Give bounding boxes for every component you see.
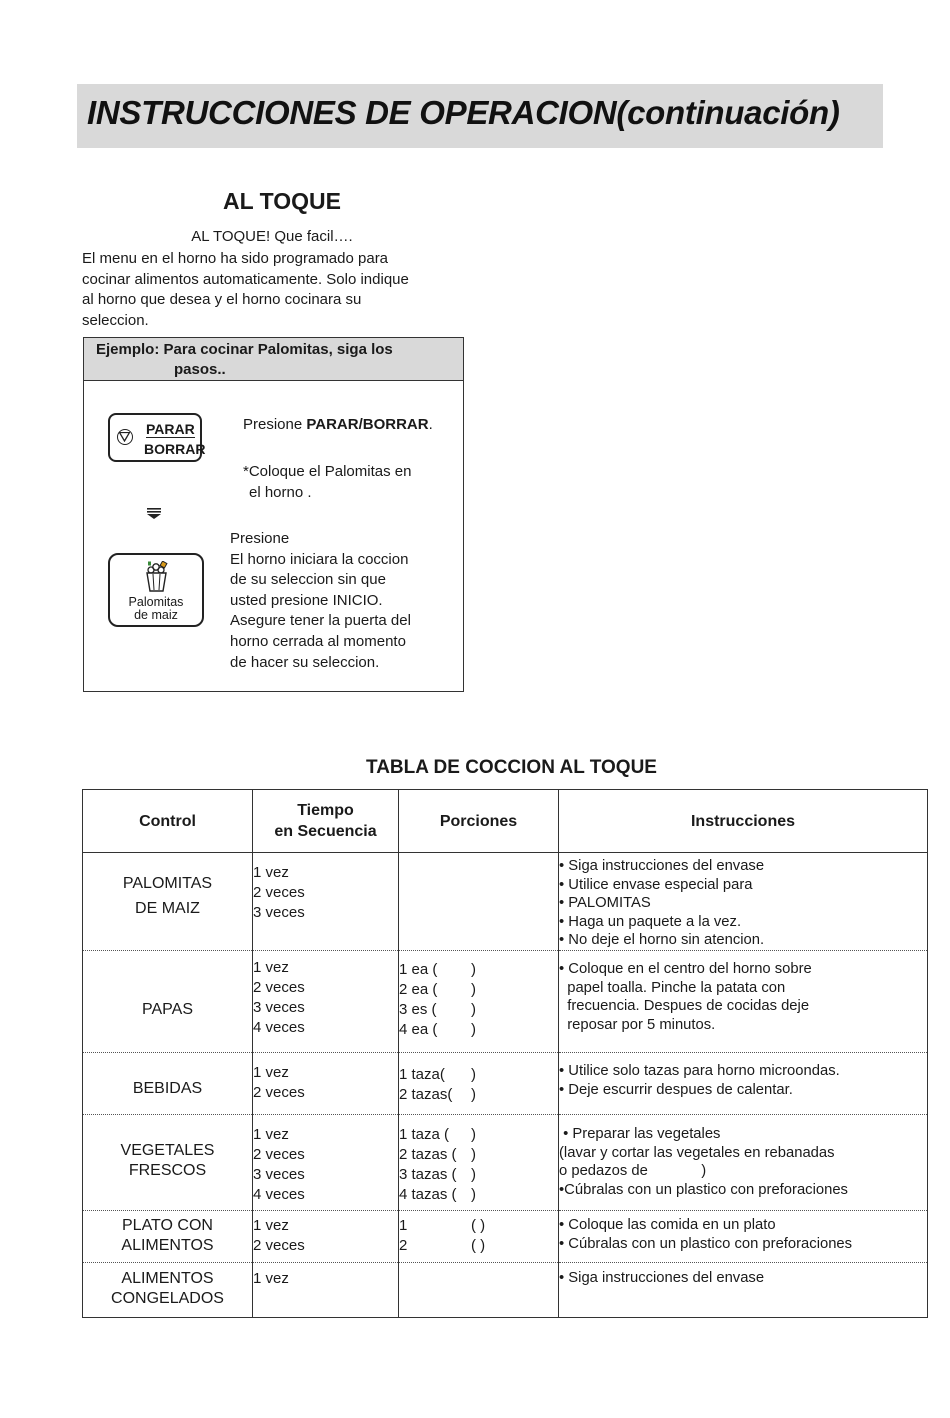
instruction-line: • Utilice solo tazas para horno microondas. — [559, 1063, 840, 1079]
instruction-line: (lavar y cortar las vegetales en rebanadas — [559, 1144, 835, 1161]
portions-cell — [399, 1263, 559, 1318]
portion-close: ) — [471, 1066, 476, 1083]
portion-entry — [399, 1236, 558, 1256]
sequence-cell — [253, 853, 399, 951]
stop-clear-icon — [117, 429, 133, 445]
intro-line: al horno que desea y el horno cocinara su — [82, 291, 362, 308]
intro-line: cocinar alimentos automaticamente. Solo indique — [82, 270, 409, 288]
portions-cell — [399, 1053, 559, 1115]
sequence-cell — [253, 1263, 399, 1318]
step1-suffix: . — [428, 416, 433, 433]
instruction-line: • Coloque en el centro del horno sobre — [559, 961, 812, 977]
portion-entry — [399, 1020, 558, 1040]
sequence-value: 1 vez — [253, 1064, 289, 1081]
instruction-line: reposar por 5 minutos. — [559, 1016, 716, 1033]
instruction-line: • Siga instrucciones del envase — [559, 1270, 765, 1286]
sequence-value: 2 veces — [253, 1084, 305, 1101]
title-banner — [77, 84, 883, 148]
portion-entry — [399, 1065, 558, 1085]
control-cell — [83, 1053, 253, 1115]
portion-entry — [399, 1165, 558, 1185]
portion-label: 2 — [399, 1237, 408, 1254]
step1-note-line1: *Coloque el Palomitas en — [243, 463, 412, 480]
portion-entry — [399, 1085, 558, 1105]
step1-note-line2: el horno . — [249, 484, 312, 501]
step1-prefix: Presione — [243, 416, 307, 433]
instruction-line: papel toalla. Pinche la patata con — [559, 979, 786, 996]
table-body — [83, 853, 928, 1318]
instruction-line: • PALOMITAS — [559, 895, 651, 911]
portion-label: 3 es ( — [399, 1001, 437, 1018]
step2-line: Presione — [230, 530, 290, 547]
control-label: VEGETALES — [120, 1142, 215, 1159]
control-label: PAPAS — [142, 1001, 193, 1018]
instructions-cell — [559, 1115, 928, 1211]
step2-line: de hacer su seleccion. — [230, 653, 380, 671]
instructions-cell — [559, 853, 928, 951]
step2-line: Asegure tener la puerta del — [230, 612, 411, 630]
stop-key-line2: BORRAR — [144, 441, 206, 457]
header-tiempo-line1: Tiempo — [297, 802, 354, 819]
control-label: ALIMENTOS — [121, 1270, 214, 1287]
sequence-cell — [253, 951, 399, 1053]
control-label: DE MAIZ — [135, 900, 200, 917]
header-control: Control — [83, 790, 253, 853]
cooking-table — [82, 789, 928, 1318]
sequence-value: 3 veces — [253, 999, 305, 1016]
instruction-line: • Preparar las vegetales — [559, 1126, 721, 1142]
sequence-cell — [253, 1053, 399, 1115]
portion-close: ( ) — [471, 1217, 486, 1234]
portion-label: 1 taza ( — [399, 1126, 450, 1143]
sequence-value: 1 vez — [253, 1126, 289, 1143]
step2-line: de su seleccion sin que — [230, 571, 386, 589]
table-row — [83, 951, 928, 1053]
table-header-row — [83, 790, 928, 853]
step1-text — [243, 416, 433, 433]
header-tiempo — [253, 790, 399, 853]
portion-label: 3 tazas ( — [399, 1166, 457, 1183]
instructions-cell — [559, 951, 928, 1053]
instructions-cell — [559, 1211, 928, 1263]
instruction-line: • Utilice envase especial para — [559, 876, 753, 893]
table-row — [83, 1211, 928, 1263]
instructions-cell — [559, 1263, 928, 1318]
instructions-cell — [559, 1053, 928, 1115]
portions-cell — [399, 853, 559, 951]
sequence-value: 2 veces — [253, 1237, 305, 1254]
page-title: INSTRUCCIONES DE OPERACION(continuación) — [87, 94, 840, 131]
header-instrucciones: Instrucciones — [559, 790, 928, 853]
sequence-value: 1 vez — [253, 959, 289, 976]
portions-cell — [399, 1115, 559, 1211]
popcorn-key-line2: de maiz — [134, 608, 178, 622]
table-row — [83, 1263, 928, 1318]
intro-line: El menu en el horno ha sido programado para — [82, 250, 389, 267]
step2-line: El horno iniciara la coccion — [230, 550, 409, 568]
control-label: PLATO CON — [122, 1217, 213, 1234]
example-heading-line2: pasos.. — [174, 361, 226, 378]
instruction-line: • Siga instrucciones del envase — [559, 858, 765, 874]
instruction-line: • Coloque las comida en un plato — [559, 1217, 776, 1233]
sequence-value: 1 vez — [253, 864, 289, 881]
step2-line: horno cerrada al momento — [230, 632, 406, 650]
portion-close: ) — [471, 961, 476, 978]
control-label: PALOMITAS — [122, 875, 213, 892]
sequence-value: 2 veces — [253, 979, 305, 996]
portion-close: ( ) — [471, 1237, 486, 1254]
control-cell — [83, 853, 253, 951]
portion-close: ) — [471, 1086, 476, 1103]
portion-close: ) — [471, 1021, 476, 1038]
step1-note — [243, 461, 458, 503]
portion-label: 2 ea ( — [399, 981, 438, 998]
intro-paragraph — [82, 249, 467, 331]
portion-close: ) — [471, 1166, 476, 1183]
stop-key-line1: PARAR — [146, 421, 195, 437]
portion-entry — [399, 1185, 558, 1205]
table-row — [83, 853, 928, 951]
stop-clear-key — [108, 413, 206, 462]
instruction-line: o pedazos de ) — [559, 1163, 707, 1179]
instruction-line: •Cúbralas con un plastico con preforaciones — [559, 1181, 848, 1198]
control-cell — [83, 1211, 253, 1263]
popcorn-key — [108, 553, 204, 627]
control-label: CONGELADOS — [111, 1290, 224, 1307]
section-subtitle: AL TOQUE! Que facil…. — [191, 228, 353, 245]
portion-close: ) — [471, 1146, 476, 1163]
portions-cell — [399, 951, 559, 1053]
control-cell — [83, 951, 253, 1053]
sequence-value: 2 veces — [253, 1146, 305, 1163]
portion-label: 1 taza( — [399, 1066, 445, 1083]
sequence-value: 3 veces — [253, 1166, 305, 1183]
step1-bold: PARAR/BORRAR — [306, 416, 429, 433]
step2-line: usted presione INICIO. — [230, 591, 383, 609]
control-label: BEBIDAS — [132, 1080, 203, 1097]
portion-label: 1 ea ( — [399, 961, 438, 978]
portions-cell — [399, 1211, 559, 1263]
popcorn-bucket-icon — [144, 561, 170, 593]
sequence-value: 1 vez — [253, 1217, 289, 1234]
portion-close: ) — [471, 1001, 476, 1018]
portion-entry — [399, 1216, 558, 1236]
header-tiempo-line2: en Secuencia — [274, 823, 377, 840]
table-row — [83, 1053, 928, 1115]
control-cell — [83, 1263, 253, 1318]
sequence-value: 1 vez — [253, 1270, 289, 1287]
example-heading-line1: Ejemplo: Para cocinar Palomitas, siga los — [96, 341, 393, 358]
table-row — [83, 1115, 928, 1211]
popcorn-key-line1: Palomitas — [128, 595, 184, 609]
portion-entry — [399, 960, 558, 980]
sequence-cell — [253, 1211, 399, 1263]
table-title: TABLA DE COCCION AL TOQUE — [366, 757, 657, 778]
sequence-value: 4 veces — [253, 1186, 305, 1203]
control-label: FRESCOS — [128, 1162, 207, 1179]
sequence-value: 4 veces — [253, 1019, 305, 1036]
sequence-value: 2 veces — [253, 884, 305, 901]
portion-close: ) — [471, 981, 476, 998]
instruction-line: frecuencia. Despues de cocidas deje — [559, 998, 810, 1014]
portion-entry — [399, 1125, 558, 1145]
sequence-cell — [253, 1115, 399, 1211]
control-label: ALIMENTOS — [121, 1237, 214, 1254]
header-porciones: Porciones — [399, 790, 559, 853]
portion-entry — [399, 1000, 558, 1020]
portion-close: ) — [471, 1186, 476, 1203]
portion-label: 4 ea ( — [399, 1021, 438, 1038]
step2-text — [230, 529, 455, 673]
section-title: AL TOQUE — [223, 188, 341, 214]
portion-label: 4 tazas ( — [399, 1186, 457, 1203]
control-cell — [83, 1115, 253, 1211]
portion-entry — [399, 980, 558, 1000]
portion-label: 2 tazas( — [399, 1086, 453, 1103]
portion-close: ) — [471, 1126, 476, 1143]
portion-entry — [399, 1145, 558, 1165]
intro-line: seleccion. — [82, 311, 149, 329]
instruction-line: • No deje el horno sin atencion. — [559, 932, 765, 948]
down-arrow-icon — [146, 508, 162, 520]
sequence-value: 3 veces — [253, 904, 305, 921]
example-heading — [84, 338, 463, 381]
example-box — [83, 337, 464, 692]
instruction-line: • Haga un paquete a la vez. — [559, 913, 742, 930]
portion-label: 1 — [399, 1217, 408, 1234]
instruction-line: • Cúbralas con un plastico con preforaciones — [559, 1235, 853, 1252]
instruction-line: • Deje escurrir despues de calentar. — [559, 1081, 793, 1098]
portion-label: 2 tazas ( — [399, 1146, 457, 1163]
